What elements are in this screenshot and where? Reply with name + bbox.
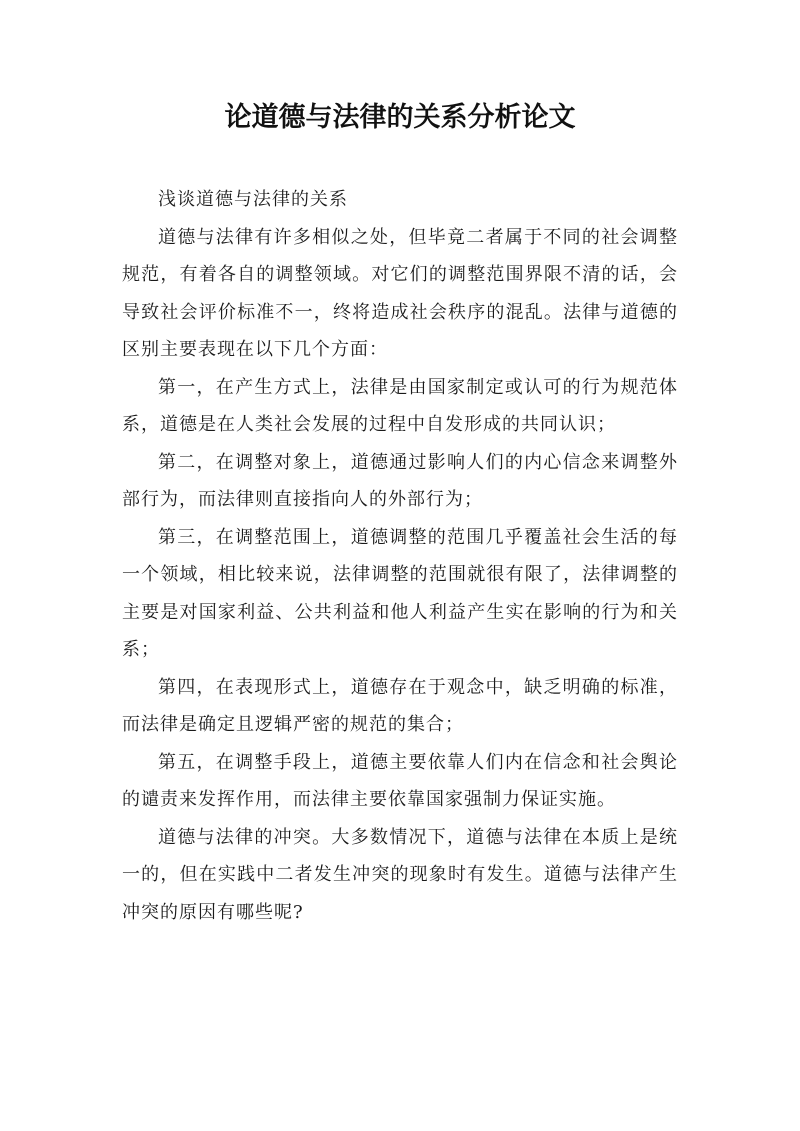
point-three-paragraph: 第三，在调整范围上，道德调整的范围几乎覆盖社会生活的每一个领域，相比较来说，法律调整的范围就很有限了，法律调整的主要是对国家利益、公共利益和他人利益产生实在影响的行为和关系； — [122, 526, 678, 660]
document-title: 论道德与法律的关系分析论文 — [224, 102, 576, 133]
subtitle-paragraph: 浅谈道德与法律的关系 — [158, 189, 348, 210]
intro-paragraph: 道德与法律有许多相似之处，但毕竟二者属于不同的社会调整规范，有着各自的调整领域。对它们的调整范围界限不清的话，会导致社会评价标准不一，终将造成社会秩序的混乱。法律与道德的区别主要表现在以下几个方面： — [122, 226, 678, 360]
document-body — [122, 181, 678, 931]
point-five-paragraph: 第五，在调整手段上，道德主要依靠人们内在信念和社会舆论的谴责来发挥作用，而法律主要依靠国家强制力保证实施。 — [122, 751, 678, 810]
point-two-paragraph: 第二，在调整对象上，道德通过影响人们的内心信念来调整外部行为，而法律则直接指向人的外部行为； — [122, 451, 678, 510]
conflict-paragraph: 道德与法律的冲突。大多数情况下，道德与法律在本质上是统一的，但在实践中二者发生冲突的现象时有发生。道德与法律产生冲突的原因有哪些呢? — [122, 826, 678, 923]
point-four-paragraph: 第四，在表现形式上，道德存在于观念中，缺乏明确的标准，而法律是确定且逻辑严密的规范的集合； — [122, 676, 678, 735]
point-one-paragraph: 第一，在产生方式上，法律是由国家制定或认可的行为规范体系，道德是在人类社会发展的过程中自发形成的共同认识； — [122, 376, 678, 435]
